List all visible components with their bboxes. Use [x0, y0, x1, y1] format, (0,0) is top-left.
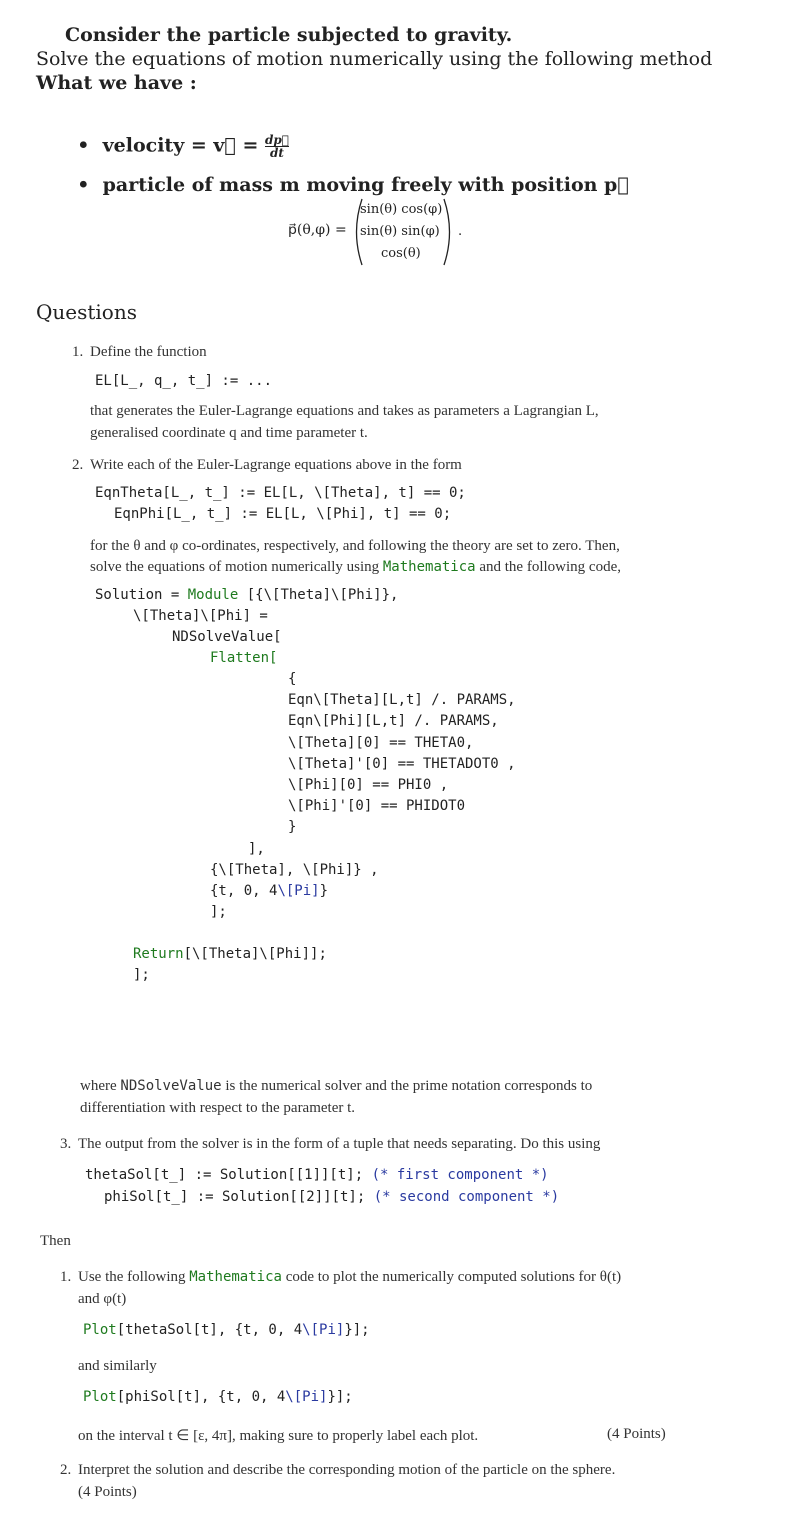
code-line: Solution = Module [{\[Theta]\[Phi]},	[95, 587, 399, 603]
position-vector	[288, 198, 478, 268]
q3-text: The output from the solver is in the form of a tuple that needs separating. Do this using	[78, 1136, 601, 1152]
vector-label: p⃗(θ,φ) =	[288, 222, 347, 238]
right-paren-icon	[442, 198, 456, 266]
intro-line: Solve the equations of motion numerically using the following method	[36, 48, 713, 70]
code-line: {\[Theta], \[Phi]} ,	[210, 862, 379, 878]
code-line: \[Phi]'[0] == PHIDOT0	[288, 798, 466, 814]
q3-code-line: thetaSol[t_] := Solution[[1]][t]; (* first component *)	[85, 1167, 549, 1183]
code-line: \[Theta]'[0] == THETADOT0 ,	[288, 756, 516, 772]
q2-desc-line: for the θ and φ co-ordinates, respectively, and following the theory are set to zero. Then,	[90, 538, 620, 554]
q3-number: 3.	[60, 1136, 72, 1152]
plot-code-line: Plot[thetaSol[t], {t, 0, 4\[Pi]}];	[83, 1322, 370, 1338]
matrix-row: cos(θ)	[381, 246, 421, 261]
code-line: ],	[248, 841, 265, 857]
mathematica-word: Mathematica	[382, 559, 476, 575]
where-line: where NDSolveValue is the numerical solver and the prime notation corresponds to	[80, 1078, 593, 1094]
code-line: ];	[210, 904, 227, 920]
matrix-end: .	[458, 224, 463, 239]
code-line: {t, 0, 4\[Pi]}	[210, 883, 329, 899]
matrix-row: sin(θ) cos(φ)	[360, 202, 443, 217]
code-line: \[Theta]\[Phi] =	[133, 608, 268, 624]
what-we-have: What we have :	[36, 72, 197, 94]
q2-code-line: EqnTheta[L_, t_] := EL[L, \[Theta], t] == 0;	[95, 485, 466, 501]
interval-text: on the interval t ∈ [ε, 4π], making sure to properly label each plot.	[78, 1428, 479, 1444]
code-line: \[Theta][0] == THETA0,	[288, 735, 474, 751]
velocity-text: velocity = v⃗ =	[102, 134, 265, 157]
points-label: (4 Points)	[78, 1484, 137, 1500]
title-line: Consider the particle subjected to gravity.	[65, 24, 513, 46]
frac-num: dp⃗	[265, 133, 289, 147]
q2-text: Write each of the Euler-Lagrange equations above in the form	[90, 457, 462, 473]
q2-desc-line: solve the equations of motion numerically using Mathematica and the following code,	[90, 559, 621, 575]
p1-number: 1.	[60, 1269, 72, 1285]
p2-text: Interpret the solution and describe the corresponding motion of the particle on the sphere.	[78, 1462, 616, 1478]
code-line: {	[288, 671, 297, 687]
code-line: Eqn\[Phi][L,t] /. PARAMS,	[288, 713, 499, 729]
p1-text: Use the following Mathematica code to plot the numerically computed solutions for θ(t)	[78, 1269, 622, 1285]
q1-number: 1.	[72, 344, 84, 360]
p2-number: 2.	[60, 1462, 72, 1478]
code-line: Flatten[	[210, 650, 278, 666]
q3-code-line: phiSol[t_] := Solution[[2]][t]; (* second component *)	[104, 1189, 560, 1205]
particle-text: particle of mass m moving freely with position p⃗	[102, 174, 629, 196]
points-label: (4 Points)	[607, 1426, 666, 1442]
where-line: differentiation with respect to the parameter t.	[80, 1100, 356, 1116]
q2-code-line: EqnPhi[L_, t_] := EL[L, \[Phi], t] == 0;	[114, 506, 452, 522]
bullet-particle: • particle of mass m moving freely with position p⃗	[77, 174, 629, 196]
questions-heading: Questions	[36, 300, 137, 324]
bullet-velocity: • velocity = v⃗ = $\frac{dp⃗}{dt}$	[77, 133, 289, 160]
code-line: }	[288, 819, 297, 835]
similarly-text: and similarly	[78, 1358, 157, 1374]
code-line: \[Phi][0] == PHI0 ,	[288, 777, 449, 793]
plot-code-line: Plot[phiSol[t], {t, 0, 4\[Pi]}];	[83, 1389, 353, 1405]
code-line: ];	[133, 967, 150, 983]
code-line: Return[\[Theta]\[Phi]];	[133, 946, 327, 962]
q1-code: EL[L_, q_, t_] := ...	[95, 373, 273, 389]
code-line: NDSolveValue[	[172, 629, 282, 645]
frac-den: dt	[270, 146, 284, 160]
q1-desc-line: that generates the Euler-Lagrange equations and takes as parameters a Lagrangian L,	[90, 403, 599, 419]
q1-desc-line: generalised coordinate q and time parameter t.	[90, 425, 368, 441]
q2-number: 2.	[72, 457, 84, 473]
then-label: Then	[40, 1233, 71, 1249]
code-line: Eqn\[Theta][L,t] /. PARAMS,	[288, 692, 516, 708]
q1-text: Define the function	[90, 344, 207, 360]
p1-text-line2: and φ(t)	[78, 1291, 127, 1307]
matrix-row: sin(θ) sin(φ)	[360, 224, 440, 239]
